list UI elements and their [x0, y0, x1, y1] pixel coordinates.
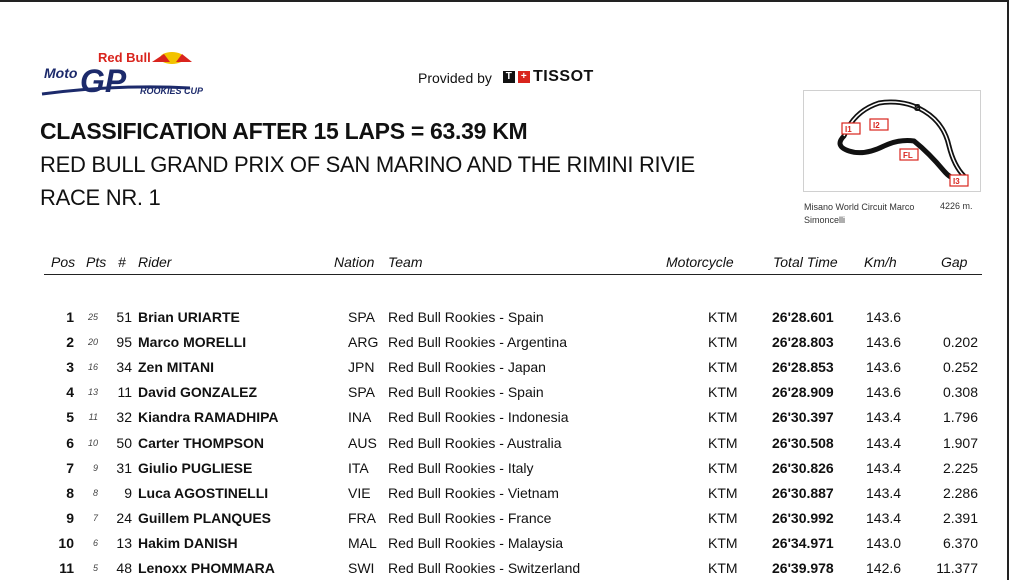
- total-time: 26'28.909: [772, 384, 834, 401]
- sector-marker-i1: [842, 123, 860, 134]
- team-name: Red Bull Rookies - Spain: [388, 309, 544, 325]
- table-row: [0, 485, 1009, 510]
- rider-name: Hakim DANISH: [138, 534, 238, 551]
- col-header-team: Team: [388, 254, 423, 270]
- gap-to-leader: 11.377: [936, 560, 978, 576]
- avg-speed: 142.6: [866, 560, 902, 576]
- rider-number: 11: [117, 384, 132, 401]
- circuit-length: 4226 m.: [940, 201, 973, 211]
- tissot-logo: [503, 68, 594, 86]
- rider-name: David GONZALEZ: [138, 384, 258, 401]
- rider-number: 13: [116, 534, 132, 551]
- finish-line-marker: [900, 149, 918, 160]
- result-pos: 2: [66, 334, 74, 351]
- team-name: Red Bull Rookies - Australia: [388, 434, 562, 451]
- avg-speed: 143.6: [866, 309, 902, 325]
- motorcycle: KTM: [708, 560, 738, 576]
- result-points: 5: [92, 563, 98, 573]
- table-row: [0, 309, 1009, 334]
- tissot-t-icon: T: [503, 71, 515, 83]
- rider-nation: INA: [348, 409, 372, 426]
- total-time: 26'30.826: [772, 459, 834, 476]
- rider-nation: SPA: [348, 309, 375, 325]
- table-row: [0, 460, 1009, 485]
- rider-name: Kiandra RAMADHIPA: [138, 409, 279, 426]
- table-row: [0, 334, 1009, 359]
- motorcycle: KTM: [708, 509, 738, 526]
- total-time: 26'39.978: [772, 560, 834, 576]
- result-pos: 11: [59, 560, 74, 576]
- tissot-wordmark: TISSOT: [533, 68, 594, 85]
- svg-text:Red Bull: Red Bull: [98, 50, 151, 65]
- team-name: Red Bull Rookies - Italy: [388, 459, 534, 476]
- svg-text:ROOKIES CUP: ROOKIES CUP: [140, 86, 204, 96]
- result-points: 9: [92, 462, 98, 473]
- col-header-num: #: [118, 254, 126, 270]
- rider-name: Lenoxx PHOMMARA: [138, 560, 275, 576]
- team-name: Red Bull Rookies - Switzerland: [388, 560, 581, 576]
- avg-speed: 143.0: [866, 534, 902, 551]
- rider-nation: ITA: [348, 459, 369, 476]
- team-name: Red Bull Rookies - France: [388, 509, 552, 526]
- rider-name: Luca AGOSTINELLI: [138, 484, 269, 501]
- result-pos: 1: [66, 309, 74, 325]
- result-pos: 3: [66, 359, 74, 376]
- motorcycle: KTM: [708, 334, 738, 351]
- svg-text:Moto: Moto: [44, 65, 78, 81]
- total-time: 26'30.887: [772, 484, 834, 501]
- svg-text:FL: FL: [903, 151, 913, 160]
- col-header-rider: Rider: [138, 254, 172, 270]
- col-header-kmh: Km/h: [864, 254, 897, 270]
- rider-number: 24: [116, 509, 132, 526]
- table-row: [0, 535, 1009, 560]
- table-row: [0, 510, 1009, 535]
- rider-nation: SWI: [348, 560, 375, 576]
- motorcycle: KTM: [708, 409, 738, 426]
- result-points: 13: [87, 387, 98, 398]
- rider-name: Giulio PUGLIESE: [138, 459, 253, 476]
- result-pos: 9: [66, 509, 74, 526]
- rider-number: 9: [124, 484, 132, 501]
- col-header-nation: Nation: [334, 254, 375, 270]
- circuit-name: Misano World Circuit Marco Simoncelli: [804, 202, 915, 225]
- motorcycle: KTM: [708, 359, 738, 376]
- total-time: 26'30.397: [772, 409, 834, 426]
- rider-number: 32: [116, 409, 132, 426]
- gap-to-leader: 1.907: [942, 434, 978, 451]
- motorcycle: KTM: [708, 534, 738, 551]
- event-subtitle: RED BULL GRAND PRIX OF SAN MARINO AND THE RIMINI RIVIE: [40, 152, 695, 177]
- result-points: 11: [88, 412, 98, 423]
- page-top-border: [0, 0, 1009, 2]
- total-time: 26'28.601: [772, 309, 834, 325]
- avg-speed: 143.6: [866, 384, 902, 401]
- sector-marker-i2: [870, 119, 888, 130]
- rider-nation: AUS: [348, 434, 377, 451]
- rider-nation: ARG: [348, 334, 379, 351]
- motogp-rookies-cup-logo: [40, 48, 240, 104]
- tissot-cross-icon: +: [518, 71, 530, 83]
- result-pos: 5: [66, 409, 74, 426]
- col-header-motorcycle: Motorcycle: [666, 254, 734, 270]
- table-row: [0, 435, 1009, 460]
- gap-to-leader: 2.225: [942, 459, 978, 476]
- result-points: 20: [87, 337, 98, 348]
- svg-text:GP: GP: [80, 63, 127, 99]
- rider-name: Zen MITANI: [138, 359, 214, 376]
- total-time: 26'28.803: [772, 334, 834, 351]
- result-pos: 4: [66, 384, 74, 401]
- total-time: 26'34.971: [772, 534, 834, 551]
- rider-number: 51: [116, 309, 132, 325]
- team-name: Red Bull Rookies - Argentina: [388, 334, 567, 351]
- rider-name: Carter THOMPSON: [138, 434, 265, 451]
- motorcycle: KTM: [708, 459, 738, 476]
- gap-to-leader: 0.252: [942, 359, 978, 376]
- result-pos: 10: [58, 534, 74, 551]
- svg-text:S: S: [914, 103, 921, 114]
- rider-number: 95: [116, 334, 132, 351]
- col-header-pts: Pts: [86, 254, 107, 270]
- team-name: Red Bull Rookies - Japan: [388, 359, 546, 376]
- rider-name: Guillem PLANQUES: [138, 509, 272, 526]
- gap-to-leader: 0.202: [942, 334, 978, 351]
- rider-nation: SPA: [348, 384, 375, 401]
- svg-text:I1: I1: [845, 125, 852, 134]
- result-points: 25: [87, 312, 98, 322]
- team-name: Red Bull Rookies - Vietnam: [388, 484, 559, 501]
- circuit-map: [803, 90, 981, 192]
- avg-speed: 143.4: [866, 459, 902, 476]
- sector-marker-i3: [950, 175, 968, 186]
- result-points: 7: [92, 512, 98, 523]
- result-points: 6: [92, 537, 98, 548]
- motorcycle: KTM: [708, 484, 738, 501]
- avg-speed: 143.6: [866, 359, 902, 376]
- result-pos: 8: [66, 484, 74, 501]
- avg-speed: 143.4: [866, 409, 902, 426]
- motorcycle: KTM: [708, 434, 738, 451]
- rider-number: 50: [116, 434, 132, 451]
- col-header-pos: Pos: [51, 254, 76, 270]
- result-points: 10: [87, 437, 98, 448]
- total-time: 26'30.992: [772, 509, 834, 526]
- rider-number: 31: [116, 459, 132, 476]
- table-row: [0, 560, 1009, 585]
- team-name: Red Bull Rookies - Indonesia: [388, 409, 569, 426]
- rider-nation: FRA: [348, 509, 376, 526]
- gap-to-leader: 6.370: [942, 534, 978, 551]
- rider-number: 48: [116, 560, 132, 576]
- table-row: [0, 359, 1009, 384]
- race-number: RACE NR. 1: [40, 185, 161, 210]
- classification-title: CLASSIFICATION AFTER 15 LAPS = 63.39 KM: [40, 118, 528, 144]
- avg-speed: 143.4: [866, 509, 902, 526]
- rider-name: Brian URIARTE: [138, 309, 240, 325]
- motorcycle: KTM: [708, 384, 738, 401]
- header-divider: [44, 274, 982, 275]
- avg-speed: 143.4: [866, 434, 902, 451]
- gap-to-leader: 2.286: [942, 484, 978, 501]
- result-points: 8: [92, 487, 98, 498]
- svg-text:I3: I3: [953, 177, 960, 186]
- start-marker: [914, 103, 921, 114]
- avg-speed: 143.6: [866, 334, 902, 351]
- col-header-gap: Gap: [941, 254, 968, 270]
- provided-by-label: Provided by: [418, 70, 492, 86]
- rider-nation: JPN: [348, 359, 375, 376]
- rider-number: 34: [116, 359, 132, 376]
- avg-speed: 143.4: [866, 484, 902, 501]
- result-points: 16: [87, 362, 98, 373]
- team-name: Red Bull Rookies - Spain: [388, 384, 544, 401]
- rider-name: Marco MORELLI: [138, 334, 247, 351]
- result-pos: 6: [66, 434, 74, 451]
- table-row: [0, 384, 1009, 409]
- svg-text:I2: I2: [873, 121, 880, 130]
- rider-nation: VIE: [348, 484, 371, 501]
- gap-to-leader: 1.796: [942, 409, 978, 426]
- team-name: Red Bull Rookies - Malaysia: [388, 534, 564, 551]
- rider-nation: MAL: [348, 534, 377, 551]
- gap-to-leader: 2.391: [942, 509, 978, 526]
- col-header-total-time: Total Time: [773, 254, 838, 270]
- motorcycle: KTM: [708, 309, 738, 325]
- total-time: 26'28.853: [772, 359, 834, 376]
- total-time: 26'30.508: [772, 434, 834, 451]
- gap-to-leader: 0.308: [942, 384, 978, 401]
- result-pos: 7: [66, 459, 74, 476]
- table-row: [0, 409, 1009, 434]
